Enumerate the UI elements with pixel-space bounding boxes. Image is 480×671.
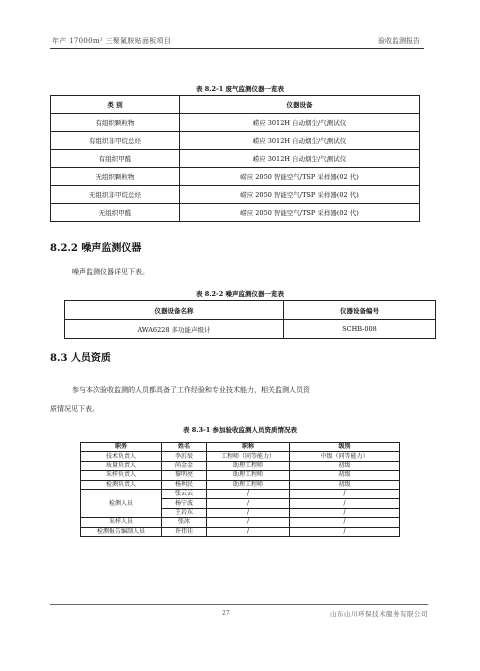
table3-caption: 表 8.3-1 参加验收监测人员资质情况表 [182, 426, 298, 434]
table-cell: 崂应 3012H 自动烟尘/气测试仪 [180, 150, 420, 168]
header-divider [50, 48, 424, 49]
table-cell: 初级 [290, 471, 400, 480]
table-row [51, 114, 420, 132]
table-cell: / [290, 527, 400, 536]
table-cell: / [290, 499, 400, 508]
section-heading-personnel: 8.3 人员资质 [50, 353, 111, 364]
personnel-qualification-table [80, 442, 400, 537]
table-cell: 张冰 [162, 518, 207, 527]
table-row [51, 186, 420, 204]
table-cell: 采样人员 [81, 518, 162, 527]
footer-organization: 山东山川环保技术服务有限公司 [330, 610, 428, 618]
table-cell: 检测负责人 [81, 480, 162, 489]
noise-instrument-table [64, 300, 436, 339]
table-cell: 初级 [290, 480, 400, 489]
table-row [65, 320, 436, 339]
table-cell: 许伟佳 [162, 527, 207, 536]
table-cell: / [207, 489, 290, 498]
table-cell: 崂应 2050 智能空气/TSP 采样器(02 代) [180, 186, 420, 204]
table3-header-name: 姓名 [162, 443, 207, 452]
table-cell: AWA6228 多功能声级计 [65, 320, 284, 339]
table-cell: 初级 [290, 461, 400, 470]
table-cell: 技术负责人 [81, 452, 162, 461]
table-cell: 无组织颗粒物 [51, 168, 180, 186]
table1-caption: 表 8.2-1 废气监测仪器一览表 [195, 85, 285, 93]
table-row [81, 452, 400, 461]
table3-header-title: 职称 [207, 443, 290, 452]
table-cell: SCHB-008 [284, 320, 436, 339]
exhaust-instrument-table [50, 95, 420, 222]
table-cell: 检测报告编制人员 [81, 527, 162, 536]
table-row [81, 489, 400, 498]
table-cell: 无组织非甲烷总烃 [51, 186, 180, 204]
table-row [51, 150, 420, 168]
table-row [81, 527, 400, 536]
table-cell: / [290, 489, 400, 498]
table-cell: / [207, 499, 290, 508]
section-heading-noise-instruments: 8.2.2 噪声监测仪器 [50, 243, 142, 254]
table-row [51, 204, 420, 222]
table-cell: / [290, 518, 400, 527]
table1-header-category: 类 别 [51, 96, 180, 114]
table-cell: 杨利民 [162, 480, 207, 489]
table-cell: 助理工程师 [207, 480, 290, 489]
table-cell: 崂应 3012H 自动烟尘/气测试仪 [180, 114, 420, 132]
table-cell: 黎明亮 [162, 471, 207, 480]
page-number: 27 [222, 610, 230, 617]
table-cell: 无组织甲醛 [51, 204, 180, 222]
table-cell: 张云云 [162, 489, 207, 498]
table2-header-id: 仪器设备编号 [284, 301, 436, 320]
table-cell: 有组织非甲烷总烃 [51, 132, 180, 150]
table3-header-level: 级别 [290, 443, 400, 452]
table-row [81, 518, 400, 527]
table-cell: 中级（同等能力） [290, 452, 400, 461]
table2-caption: 表 8.2-2 噪声监测仪器一览表 [195, 290, 285, 298]
table-row [81, 480, 400, 489]
table2-header-name: 仪器设备名称 [65, 301, 284, 320]
table1-header-equipment: 仪器设备 [180, 96, 420, 114]
header-report-title: 验收监测报告 [378, 37, 420, 45]
table-cell: 助理工程师 [207, 471, 290, 480]
table-cell: 李沂辰 [162, 452, 207, 461]
table-cell: 崂应 2050 智能空气/TSP 采样器(02 代) [180, 168, 420, 186]
table3-header-role: 职务 [81, 443, 162, 452]
table-cell: / [290, 508, 400, 517]
table-cell: 杨宁波 [162, 499, 207, 508]
table-cell: 尚金金 [162, 461, 207, 470]
table-cell: 王岩东 [162, 508, 207, 517]
table-cell: 采样负责人 [81, 471, 162, 480]
section-paragraph-line2: 质情况见下表。 [50, 405, 99, 413]
table-cell: 助理工程师 [207, 461, 290, 470]
table-cell: / [207, 508, 290, 517]
table-cell: 崂应 3012H 自动烟尘/气测试仪 [180, 132, 420, 150]
table-row [51, 168, 420, 186]
section-paragraph: 噪声监测仪器详见下表。 [72, 268, 149, 276]
table-cell: / [207, 527, 290, 536]
table-cell: 质量负责人 [81, 461, 162, 470]
table-row [81, 471, 400, 480]
table-row [51, 132, 420, 150]
table-cell: 工程师（同等能力） [207, 452, 290, 461]
table-cell-merged-role: 检测人员 [81, 489, 162, 517]
table-cell: 有组织甲醛 [51, 150, 180, 168]
footer-divider [50, 604, 428, 605]
header-project-title: 年产 17000m² 三聚氰胺贴面板项目 [52, 37, 172, 45]
section-paragraph-line1: 参与本次验收监测的人员都具备了工作经验和专业技术能力，相关监测人员资 [72, 386, 310, 394]
table-cell: 崂应 2050 智能空气/TSP 采样器(02 代) [180, 204, 420, 222]
table-cell: / [207, 518, 290, 527]
table-cell: 有组织颗粒物 [51, 114, 180, 132]
table-row [81, 461, 400, 470]
